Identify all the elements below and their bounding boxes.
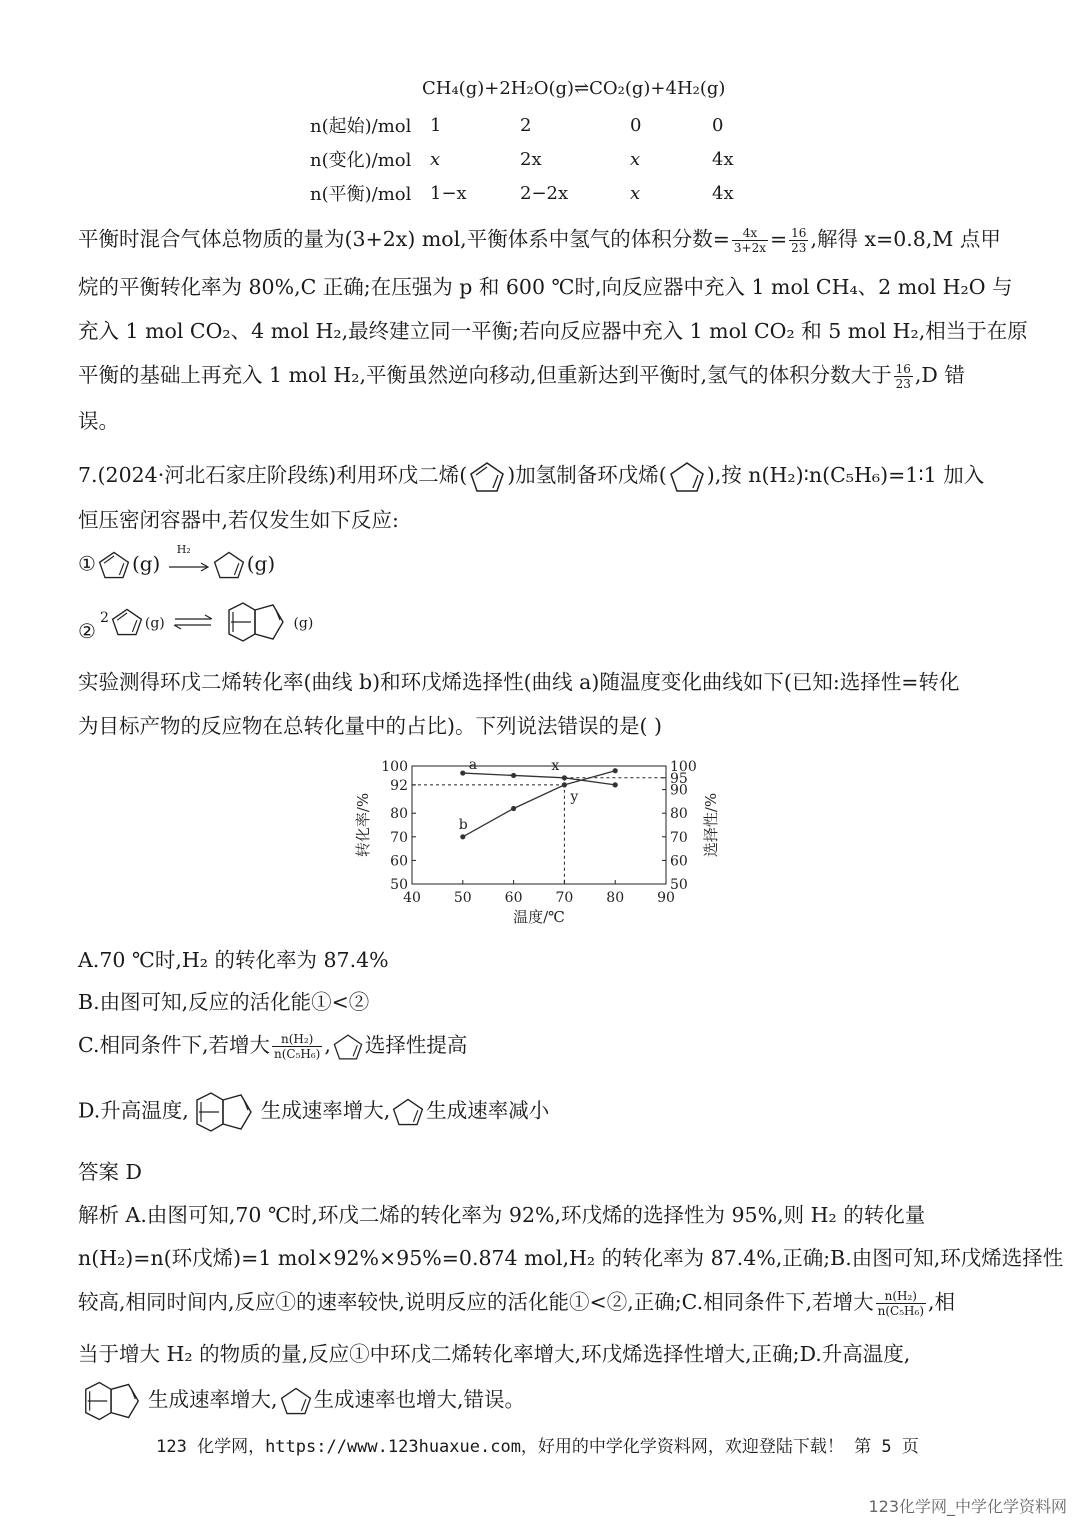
coefficient: 2 xyxy=(99,609,109,626)
text-span: , xyxy=(324,1033,331,1057)
row-label: n(平衡)/mol xyxy=(310,184,412,205)
y-left-tick-label: 92 xyxy=(390,777,408,794)
fraction xyxy=(272,1032,322,1061)
text-line xyxy=(78,358,965,391)
cell: 4x xyxy=(712,182,734,204)
table-row xyxy=(310,108,772,142)
y-right-tick-label: 50 xyxy=(670,877,688,893)
analysis-line: 当于增大 H₂ 的物质的量,反应①中环戊二烯转化率增大,环戊烯选择性增大,正确;D.升高温度, xyxy=(78,1342,911,1366)
fraction-denominator: n(C₅H₆) xyxy=(274,1047,321,1061)
x-tick-label: 90 xyxy=(657,890,675,906)
cyclopentadiene-structure-icon xyxy=(467,460,507,494)
text-span: (g) xyxy=(246,551,276,576)
fraction-numerator: 4x xyxy=(732,226,768,241)
y-right-tick-label: 70 xyxy=(670,829,688,846)
x-tick-label: 70 xyxy=(555,890,574,906)
fraction xyxy=(732,226,768,255)
text-span: ),按 n(H₂)∶n(C₅H₆)=1∶1 加入 xyxy=(706,463,985,487)
cyclopentene-structure-icon xyxy=(390,1095,426,1129)
question-line xyxy=(78,458,984,494)
option-d xyxy=(78,1088,549,1136)
y-left-axis-label: 转化率/% xyxy=(354,792,372,858)
equilibrium-equation: CH₄(g)+2H₂O(g)⇌CO₂(g)+4H₂(g) xyxy=(422,78,726,99)
cell: 2x xyxy=(520,148,542,170)
option-a: A.70 ℃时,H₂ 的转化率为 87.4% xyxy=(78,948,389,972)
cell: 0 xyxy=(630,114,642,136)
text-span: (g) xyxy=(131,551,161,576)
text-line: 误。 xyxy=(78,409,119,433)
cyclopentene-structure-icon xyxy=(331,1031,365,1063)
cyclopentene-structure-icon xyxy=(667,460,707,494)
fraction-denominator: 23 xyxy=(791,241,807,255)
analysis-line xyxy=(78,1378,525,1424)
fraction-denominator: n(C₅H₆) xyxy=(877,1304,924,1318)
cell: 1 xyxy=(430,114,442,136)
x-tick-label: 40 xyxy=(403,890,421,906)
table-row xyxy=(310,176,772,210)
data-point-b xyxy=(613,768,618,773)
cell: 2 xyxy=(520,114,532,136)
arrow-icon xyxy=(167,555,211,575)
cyclopentene-structure-icon xyxy=(211,548,247,582)
y-right-tick-label: 80 xyxy=(670,806,688,823)
fraction-numerator: n(H₂) xyxy=(272,1032,322,1047)
y-left-tick-label: 60 xyxy=(390,853,408,870)
row-label: n(起始)/mol xyxy=(310,116,412,137)
data-point-b xyxy=(511,806,516,811)
data-point-a xyxy=(511,773,516,778)
question-line: 恒压密闭容器中,若仅发生如下反应: xyxy=(78,508,399,532)
fraction-numerator: 16 xyxy=(791,226,807,240)
row-label: n(变化)/mol xyxy=(310,150,412,171)
text-span: (g) xyxy=(293,615,314,632)
text-span: C.相同条件下,若增大 xyxy=(78,1033,270,1057)
cyclopentene-structure-icon xyxy=(278,1384,314,1418)
y-left-tick-label: 50 xyxy=(390,877,408,893)
text-span: (g) xyxy=(144,615,165,632)
arrow-label: H₂ xyxy=(176,543,191,556)
dicyclopentadiene-structure-icon xyxy=(221,600,293,644)
cell: 1−x xyxy=(430,182,467,204)
text-span: 生成速率也增大,错误。 xyxy=(313,1387,526,1412)
fraction xyxy=(894,362,913,391)
series-label-a: a xyxy=(468,757,478,774)
reaction-number: ② xyxy=(78,618,96,643)
dicyclopentadiene-structure-icon xyxy=(189,1088,261,1136)
cell: x xyxy=(630,182,641,204)
text-line: 实验测得环戊二烯转化率(曲线 b)和环戊烯选择性(曲线 a)随温度变化曲线如下(已知:选择性=转化 xyxy=(78,670,960,694)
analysis-line: 解析 A.由图可知,70 ℃时,环戊二烯的转化率为 92%,环戊烯的选择性为 95%,则 H₂ 的转化量 xyxy=(78,1203,926,1227)
text-line: 充入 1 mol CO₂、4 mol H₂,最终建立同一平衡;若向反应器中充入 1 mol CO₂ 和 5 mol H₂,相当于在原 xyxy=(78,319,1028,343)
temperature-chart xyxy=(350,752,730,932)
cell: 2−2x xyxy=(520,182,569,204)
y-left-tick-label: 70 xyxy=(390,829,408,846)
reaction-arrow xyxy=(167,543,211,575)
y-right-tick-label: 60 xyxy=(670,853,688,870)
text-span: 平衡的基础上再充入 1 mol H₂,平衡虽然逆向移动,但重新达到平衡时,氢气的体积分数大于 xyxy=(78,363,892,387)
plot-frame xyxy=(412,766,666,884)
fraction xyxy=(789,226,808,255)
x-tick-label: 60 xyxy=(504,890,523,906)
analysis-line: n(H₂)=n(环戊烯)=1 mol×92%×95%=0.874 mol,H₂ 的转化率为 87.4%,正确;B.由图可知,环戊烯选择性 xyxy=(78,1246,1064,1270)
watermark: 123化学网_中学化学资料网 xyxy=(868,1497,1067,1516)
data-point-a xyxy=(460,770,465,775)
text-span: ,相 xyxy=(928,1290,956,1314)
series-label-b: b xyxy=(458,816,468,833)
fraction xyxy=(876,1289,926,1318)
equilibrium-table xyxy=(310,108,772,210)
fraction-numerator: n(H₂) xyxy=(876,1289,926,1304)
table-row xyxy=(310,142,772,176)
text-span: ,D 错 xyxy=(914,363,965,387)
answer: 答案 D xyxy=(78,1160,142,1184)
annotation-x: x xyxy=(551,757,560,774)
x-tick-label: 50 xyxy=(453,890,472,906)
y-right-tick-label: 100 xyxy=(670,759,697,775)
cell: 4x xyxy=(712,148,734,170)
equilibrium-arrow-icon xyxy=(171,612,215,632)
cyclopentadiene-structure-icon xyxy=(109,605,145,639)
text-span: 平衡时混合气体总物质的量为(3+2x) mol,平衡体系中氢气的体积分数= xyxy=(78,227,730,251)
text-line: 为目标产物的反应物在总转化量中的占比)。下列说法错误的是( ) xyxy=(78,714,663,738)
text-line: 烷的平衡转化率为 80%,C 正确;在压强为 p 和 600 ℃时,向反应器中充入 1 mol CH₄、2 mol H₂O 与 xyxy=(78,275,1013,299)
data-point-a xyxy=(562,775,567,780)
text-line xyxy=(78,222,1001,255)
reaction-2 xyxy=(78,600,313,644)
text-span: 较高,相同时间内,反应①的速率较快,说明反应的活化能①<②,正确;C.相同条件下,若增大 xyxy=(78,1290,874,1314)
cell: 0 xyxy=(712,114,724,136)
text-span: 7.(2024·河北石家庄阶段练)利用环戊二烯( xyxy=(78,463,468,487)
dicyclopentadiene-structure-icon xyxy=(78,1378,148,1424)
x-axis-label: 温度/℃ xyxy=(513,908,565,926)
y-right-axis-label: 选择性/% xyxy=(702,792,720,858)
y-left-tick-label: 80 xyxy=(390,806,408,823)
reaction-1 xyxy=(78,543,276,582)
analysis-line xyxy=(78,1285,955,1318)
series-line-b xyxy=(463,771,615,837)
data-point-b xyxy=(562,782,567,787)
text-span: D.升高温度, xyxy=(78,1098,189,1123)
text-span: 生成速率增大, xyxy=(148,1387,278,1412)
annotation-y: y xyxy=(570,788,579,805)
data-point-a xyxy=(613,782,618,787)
y-left-tick-label: 100 xyxy=(381,759,408,775)
text-span: )加氢制备环戊烯( xyxy=(507,463,667,487)
page-footer: 123 化学网，https://www.123huaxue.com，好用的中学化学资料网，欢迎登陆下载！ 第 5 页 xyxy=(156,1437,919,1457)
fraction-numerator: 16 xyxy=(895,362,911,376)
cell: x xyxy=(430,148,441,170)
option-b: B.由图可知,反应的活化能①<② xyxy=(78,990,370,1014)
text-span: ,解得 x=0.8,M 点甲 xyxy=(810,227,1001,251)
option-c xyxy=(78,1028,467,1063)
text-span: 生成速率减小 xyxy=(426,1098,550,1123)
y-right-tick-label: 95 xyxy=(670,770,688,787)
y-right-tick-label: 90 xyxy=(670,782,688,799)
fraction-denominator: 3+2x xyxy=(733,241,766,255)
series-line-a xyxy=(463,773,615,785)
text-span: 生成速率增大, xyxy=(260,1098,391,1123)
reaction-number: ① xyxy=(78,551,96,576)
cyclopentadiene-structure-icon xyxy=(96,548,132,582)
text-span: 选择性提高 xyxy=(364,1033,468,1057)
cell: x xyxy=(630,148,641,170)
x-tick-label: 80 xyxy=(606,890,625,906)
data-point-b xyxy=(460,834,465,839)
text-span: = xyxy=(769,227,788,251)
fraction-denominator: 23 xyxy=(895,377,911,391)
